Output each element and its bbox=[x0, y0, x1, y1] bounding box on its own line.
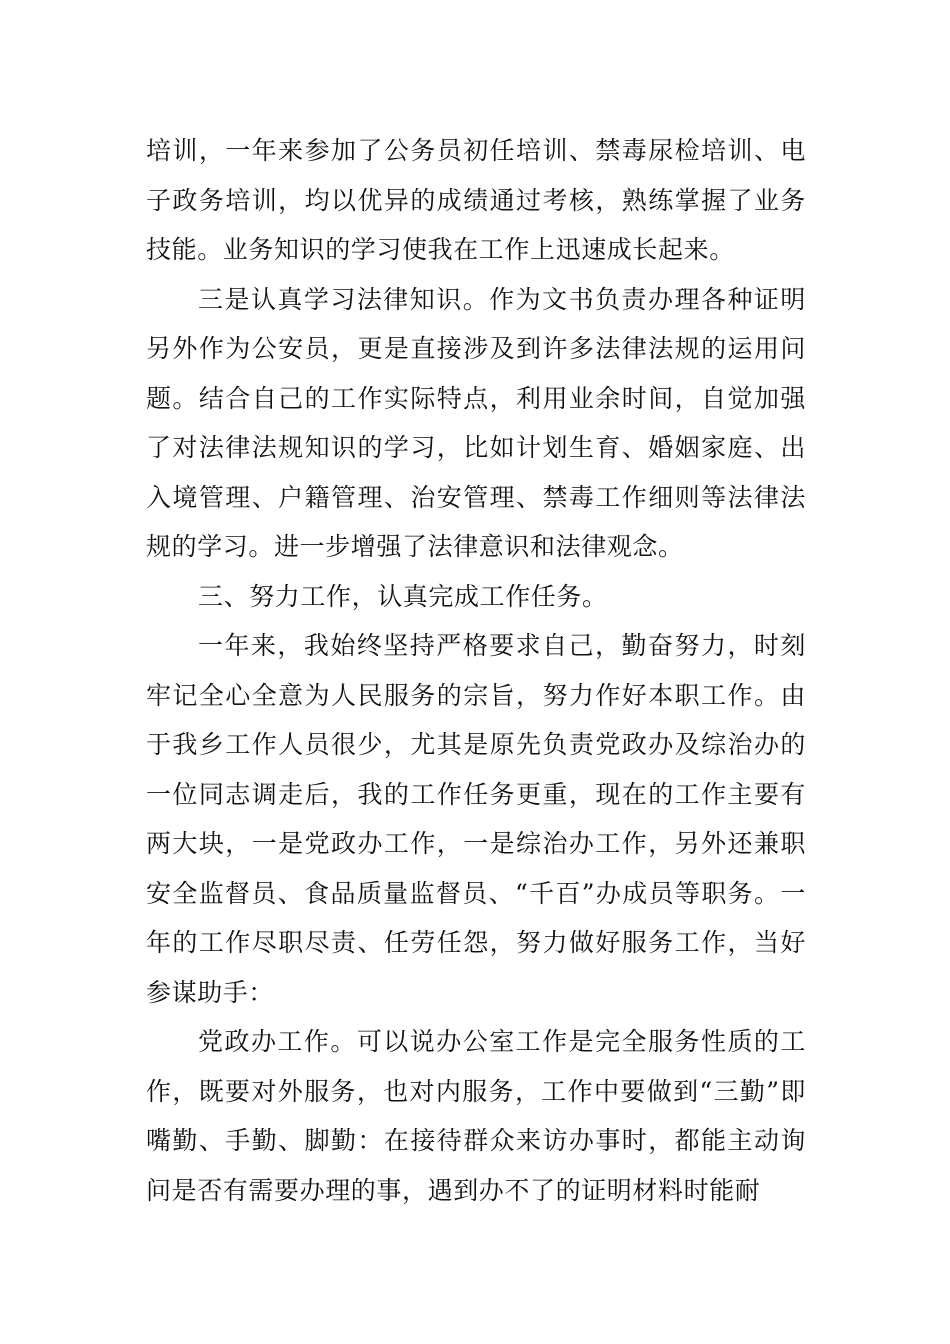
paragraph-4: 一年来，我始终坚持严格要求自己，勤奋努力，时刻牢记全心全意为人民服务的宗旨，努力作好本职工作。由于我乡工作人员很少，尤其是原先负责党政办及综治办的一位同志调走后，我的工作任务更重，现在的工作主要有两大块，一是党政办工作，一是综治办工作，另外还兼职安全监督员、食品质量监督员、“千百”办成员等职务。一年的工作尽职尽责、任劳任怨，努力做好服务工作，当好参谋助手： bbox=[146, 631, 806, 1007]
paragraph-2: 三是认真学习法律知识。作为文书负责办理各种证明另外作为公安员，更是直接涉及到许多法律法规的运用问题。结合自己的工作实际特点，利用业余时间，自觉加强了对法律法规知识的学习，比如计划生育、婚姻家庭、出入境管理、户籍管理、治安管理、禁毒工作细则等法律法规的学习。进一步增强了法律意识和法律观念。 bbox=[146, 284, 806, 561]
paragraph-5: 党政办工作。可以说办公室工作是完全服务性质的工作，既要对外服务，也对内服务，工作中要做到“三勤”即嘴勤、手勤、脚勤：在接待群众来访办事时，都能主动询问是否有需要办理的事，遇到办不了的证明材料时能耐 bbox=[146, 1027, 806, 1205]
paragraph-1: 培训，一年来参加了公务员初任培训、禁毒尿检培训、电子政务培训，均以优异的成绩通过考核，熟练掌握了业务技能。业务知识的学习使我在工作上迅速成长起来。 bbox=[146, 136, 806, 264]
document-body bbox=[146, 126, 806, 1215]
section-heading-3: 三、努力工作，认真完成工作任务。 bbox=[198, 581, 608, 611]
